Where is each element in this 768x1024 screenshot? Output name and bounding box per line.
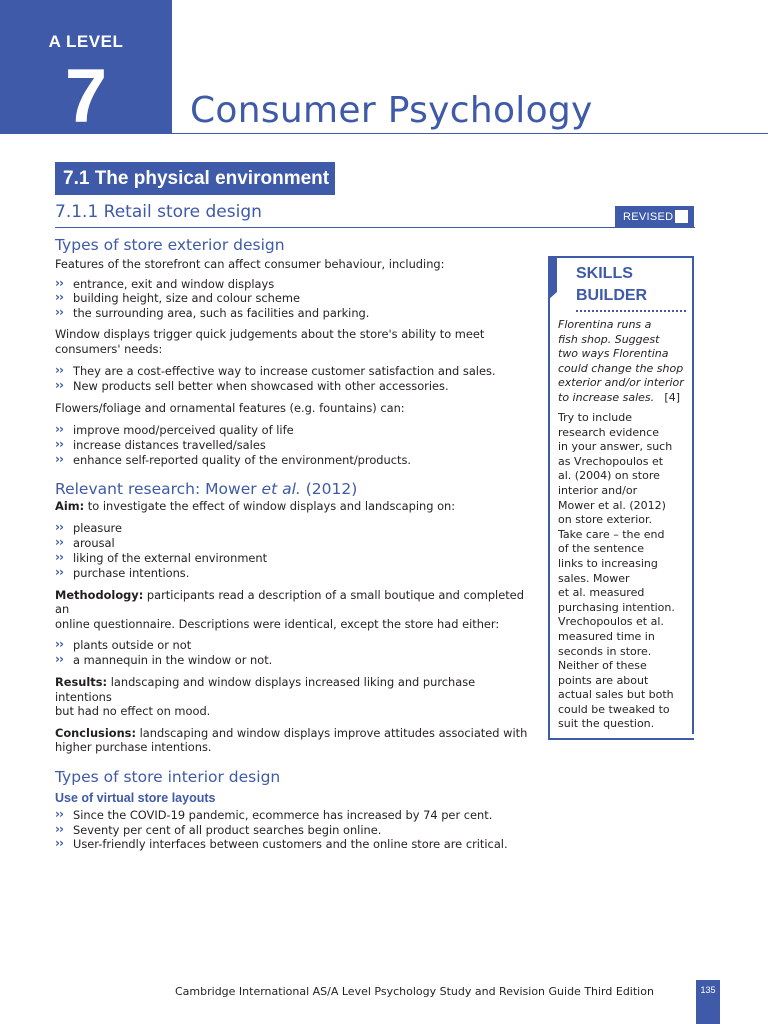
list-item: ›› enhance self-reported quality of the environment/products.: [55, 453, 535, 468]
flowers-intro: Flowers/foliage and ornamental features (e.g. fountains) can:: [55, 400, 405, 415]
answer-line: Try to include: [558, 411, 633, 424]
answer-line: Neither of these: [558, 659, 647, 673]
methodology-label: Methodology:: [55, 587, 144, 602]
answer-line: Take care – the end: [558, 527, 665, 541]
skills-builder-title: [576, 263, 647, 307]
research-heading-prefix: Relevant research: Mower: [55, 479, 262, 498]
chapter-title: Consumer Psychology: [190, 90, 593, 131]
window-intro: [55, 327, 535, 356]
skills-builder-box: [548, 256, 694, 740]
skills-title-line: BUILDER: [576, 287, 648, 304]
list-item: ›› arousal: [55, 536, 535, 551]
answer-line: al. (2004) on store: [558, 469, 660, 483]
revised-label: REVISED: [623, 211, 674, 223]
results-text: landscaping and window displays increased liking and purchase intentions: [55, 674, 476, 704]
question-line: fish shop. Suggest: [558, 332, 660, 346]
window-intro-line: Window displays trigger quick judgements about the store's ability to meet: [55, 326, 485, 341]
subsection-title: 7.1.1 Retail store design: [55, 202, 262, 222]
methodology-paragraph: [55, 588, 535, 632]
aim-label: Aim:: [55, 498, 85, 513]
list-item: ›› plants outside or not: [55, 638, 535, 653]
aim-paragraph: [55, 499, 535, 514]
question-line-with-marks: [558, 391, 688, 406]
question-line: two ways Florentina: [558, 347, 669, 361]
answer-line: purchasing intention.: [558, 600, 675, 614]
exterior-intro: Features of the storefront can affect consumer behaviour, including:: [55, 257, 445, 271]
skills-title-line: SKILLS: [576, 265, 633, 282]
answer-line: could be tweaked to: [558, 702, 670, 716]
results-label: Results:: [55, 674, 108, 689]
window-intro-line: consumers' needs:: [55, 341, 163, 356]
conclusions-label: Conclusions:: [55, 725, 137, 740]
answer-line: measured time in: [558, 629, 655, 643]
list-item: ›› entrance, exit and window displays: [55, 277, 535, 292]
answer-line: points are about: [558, 673, 649, 687]
flower-points-list: [55, 423, 535, 467]
list-item: ›› User-friendly interfaces between customers and the online store are critical.: [55, 837, 535, 852]
subsection-rule: [55, 227, 695, 228]
exterior-features-list: [55, 277, 535, 321]
page-number: 135: [696, 980, 720, 1024]
methodology-text: online questionnaire. Descriptions were identical, except the store had either:: [55, 616, 500, 631]
main-content: [55, 236, 535, 852]
answer-line: Vrechopoulos et al.: [558, 615, 664, 629]
answer-line: as Vrechopoulos et: [558, 454, 664, 468]
answer-line: research evidence: [558, 425, 659, 439]
question-marks: [4]: [664, 390, 680, 404]
conclusions-paragraph: [55, 726, 535, 755]
conclusions-text: higher purchase intentions.: [55, 740, 212, 755]
skills-question: [558, 318, 688, 406]
question-line: exterior and/or interior: [558, 376, 684, 390]
question-line: Florentina runs a: [558, 318, 652, 331]
question-line: to increase sales.: [558, 390, 655, 404]
method-points-list: [55, 638, 535, 668]
conclusions-text: landscaping and window displays improve attitudes associated with: [136, 725, 528, 740]
footer-book-title: Cambridge International AS/A Level Psychology Study and Revision Guide Third Edition: [175, 985, 654, 998]
list-item: ›› increase distances travelled/sales: [55, 438, 535, 453]
research-heading-italic: et al.: [261, 479, 301, 498]
chapter-badge: [0, 0, 172, 139]
answer-line: on store exterior.: [558, 513, 652, 527]
interior-subheading: Use of virtual store layouts: [55, 790, 216, 805]
list-item: ›› the surrounding area, such as facilities and parking.: [55, 306, 535, 321]
research-heading-suffix: (2012): [300, 479, 358, 498]
results-paragraph: [55, 675, 535, 719]
aim-points-list: [55, 521, 535, 580]
interior-points-list: [55, 808, 535, 852]
answer-line: suit the question.: [558, 717, 655, 731]
results-text: but had no effect on mood.: [55, 704, 211, 719]
aim-text: to investigate the effect of window displays and landscaping on:: [84, 498, 456, 513]
answer-line: interior and/or: [558, 483, 638, 497]
list-item: ›› pleasure: [55, 521, 535, 536]
skills-answer-guidance: [558, 411, 688, 732]
methodology-text: participants read a description of a small boutique and completed an: [55, 587, 524, 617]
question-line: could change the shop: [558, 361, 684, 375]
checkbox-icon[interactable]: [675, 210, 688, 223]
level-label: A LEVEL: [48, 32, 124, 51]
list-item: ›› Seventy per cent of all product searches begin online.: [55, 823, 535, 838]
research-heading: [55, 480, 535, 499]
answer-line: in your answer, such: [558, 440, 673, 454]
list-item: ›› a mannequin in the window or not.: [55, 653, 535, 668]
revised-checkbox[interactable]: [615, 206, 694, 228]
section-title: 7.1 The physical environment: [55, 162, 335, 195]
chapter-rule: [172, 133, 768, 134]
list-item: ›› Since the COVID-19 pandemic, ecommerce has increased by 74 per cent.: [55, 808, 535, 823]
chapter-number: 7: [64, 54, 108, 139]
answer-line: actual sales but both: [558, 688, 674, 702]
window-points-list: [55, 364, 535, 394]
list-item: ›› liking of the external environment: [55, 551, 535, 566]
answer-line: Mower et al. (2012): [558, 498, 666, 512]
list-item: ›› New products sell better when showcased with other accessories.: [55, 379, 535, 394]
answer-line: of the sentence: [558, 542, 644, 556]
exterior-heading: Types of store exterior design: [55, 236, 285, 254]
answer-line: sales. Mower: [558, 571, 630, 585]
dotted-divider: [576, 310, 686, 312]
answer-line: seconds in store.: [558, 644, 652, 658]
list-item: ›› purchase intentions.: [55, 566, 535, 581]
list-item: ›› They are a cost-effective way to increase customer satisfaction and sales.: [55, 364, 535, 379]
list-item: ›› improve mood/perceived quality of life: [55, 423, 535, 438]
answer-line: links to increasing: [558, 556, 658, 570]
answer-line: et al. measured: [558, 586, 645, 600]
list-item: ›› building height, size and colour scheme: [55, 291, 535, 306]
bookmark-flag-icon: [548, 256, 557, 292]
interior-heading: Types of store interior design: [55, 767, 281, 786]
